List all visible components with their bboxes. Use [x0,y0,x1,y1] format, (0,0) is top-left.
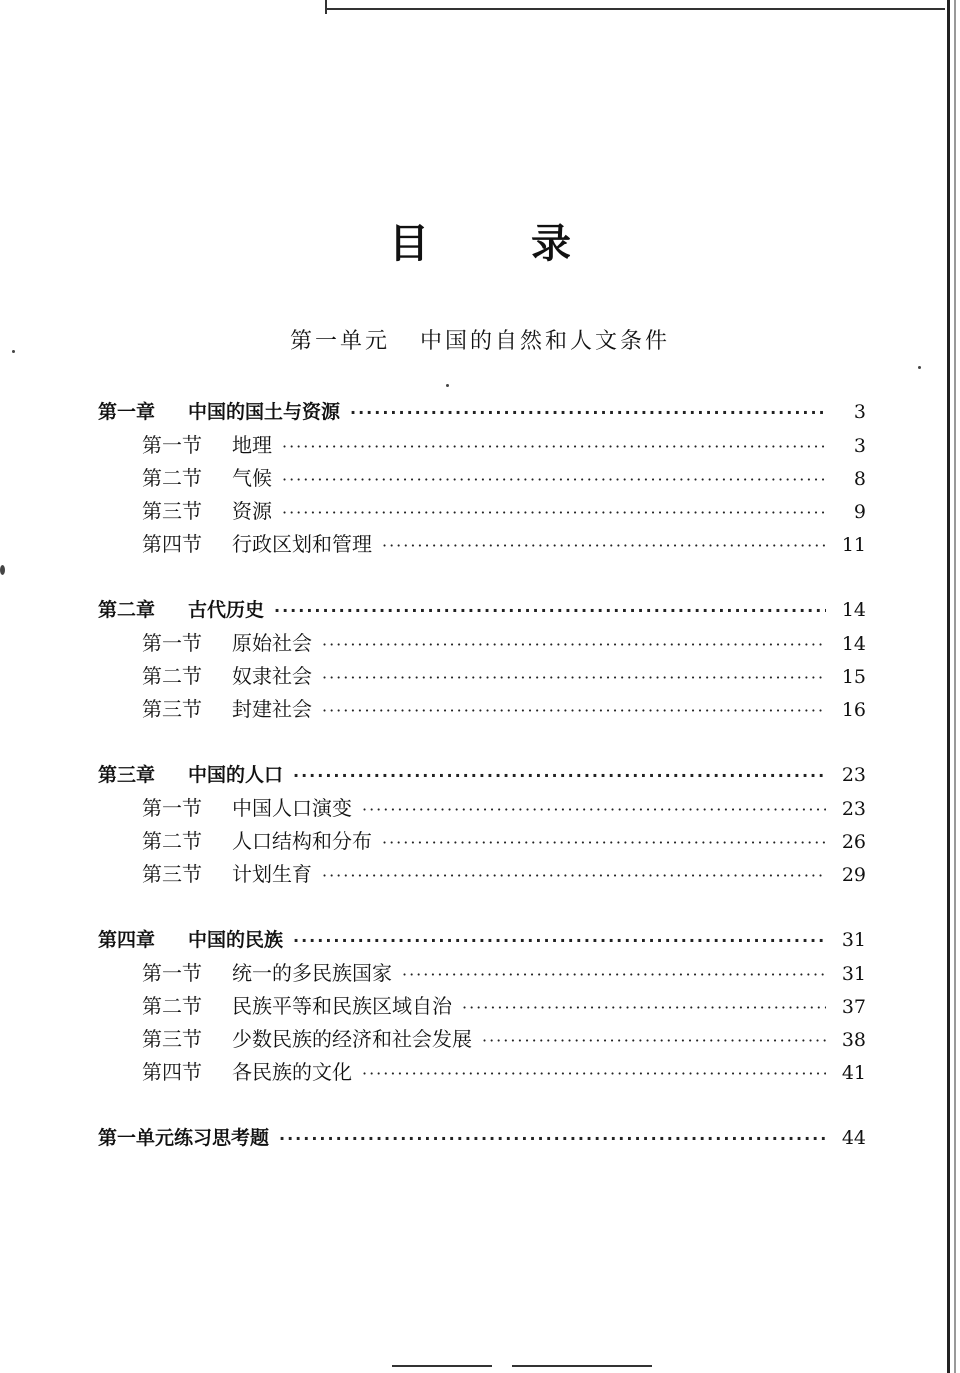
section-number: 第一节 [142,961,202,985]
chapter-number: 第一章 [98,401,156,423]
dot-leader [402,958,826,991]
section-title: 统一的多民族国家 [232,961,392,985]
toc-section-row[interactable] [98,462,866,495]
section-number: 第一节 [142,631,202,655]
toc-section-row[interactable] [98,858,866,891]
chapter-number: 第三章 [98,764,156,786]
chapter-group [98,759,866,891]
section-title: 地理 [232,433,272,457]
toc-chapter-row[interactable] [98,759,866,792]
page-number: 16 [841,699,866,721]
toc-section-row[interactable] [98,957,866,990]
page-number: 44 [841,1127,866,1149]
page-number: 3 [853,435,866,457]
toc-section-row[interactable] [98,792,866,825]
dot-leader [293,924,826,957]
page-number: 15 [841,666,866,688]
chapter-group [98,396,866,561]
unit-name: 中国的自然和人文条件 [419,329,670,354]
chapter-number: 第二章 [98,599,156,621]
dot-leader [350,396,826,429]
section-title: 奴隶社会 [232,664,312,688]
unit-label: 第一单元 [289,329,390,354]
dot-leader [322,661,826,694]
toc-section-row[interactable] [98,429,866,462]
chapter-group [98,924,866,1089]
toc-section-row[interactable] [98,693,866,726]
section-title: 计划生育 [232,862,312,886]
dot-leader [322,859,826,892]
section-number: 第一节 [142,796,202,820]
page-number: 8 [853,468,866,490]
scan-artifact [954,0,956,1373]
page-number: 38 [841,1029,866,1051]
dot-leader [322,694,826,727]
page-number: 3 [853,401,866,423]
toc-section-row[interactable] [98,1023,866,1056]
chapter-title: 中国的人口 [188,764,284,786]
section-title: 资源 [232,499,272,523]
dot-leader [282,463,826,496]
unit-title [0,324,960,355]
page-number: 37 [841,996,866,1018]
toc-chapter-row[interactable] [98,594,866,627]
toc-section-row[interactable] [98,627,866,660]
toc-section-row[interactable] [98,660,866,693]
dot-leader [282,496,826,529]
toc-chapter-row[interactable] [98,396,866,429]
dot-leader [382,826,826,859]
section-number: 第二节 [142,664,202,688]
page-number: 23 [841,764,866,786]
section-title: 封建社会 [232,697,312,721]
page-number: 29 [841,864,866,886]
scan-artifact [325,0,327,14]
dot-leader [382,529,826,562]
page-number: 14 [841,633,866,655]
page-number: 14 [841,599,866,621]
section-title: 中国人口演变 [232,796,352,820]
section-number: 第二节 [142,466,202,490]
dot-leader [322,628,826,661]
page-number: 9 [853,501,866,523]
scan-speck [0,565,5,575]
scan-artifact [325,8,945,10]
toc-section-row[interactable] [98,495,866,528]
section-title: 气候 [232,466,272,490]
scan-speck [918,366,921,369]
toc-chapter-row[interactable] [98,924,866,957]
scan-artifact [947,0,950,1373]
dot-leader [293,759,826,792]
dot-leader [362,1057,826,1090]
section-title: 民族平等和民族区域自治 [232,994,452,1018]
table-of-contents [98,396,866,1155]
section-number: 第四节 [142,1060,202,1084]
dot-leader [362,793,826,826]
page-number: 31 [841,963,866,985]
section-number: 第三节 [142,697,202,721]
exercises-title: 第一单元练习思考题 [98,1127,270,1149]
section-number: 第四节 [142,532,202,556]
page-number: 11 [841,534,866,556]
chapter-title: 中国的民族 [188,929,284,951]
toc-section-row[interactable] [98,1056,866,1089]
dot-leader [462,991,826,1024]
dot-leader [282,430,826,463]
scan-artifact [512,1365,652,1367]
page-number: 31 [841,929,866,951]
section-title: 原始社会 [232,631,312,655]
dot-leader [482,1024,826,1057]
dot-leader [279,1122,826,1155]
section-title: 少数民族的经济和社会发展 [232,1027,472,1051]
section-number: 第三节 [142,862,202,886]
chapter-number: 第四章 [98,929,156,951]
toc-exercises-row[interactable] [98,1122,866,1155]
chapter-title: 中国的国土与资源 [188,401,341,423]
page-number: 41 [841,1062,866,1084]
scan-artifact [392,1365,492,1367]
dot-leader [274,594,826,627]
section-number: 第二节 [142,829,202,853]
toc-section-row[interactable] [98,825,866,858]
toc-section-row[interactable] [98,528,866,561]
section-title: 各民族的文化 [232,1060,352,1084]
chapter-group [98,594,866,726]
section-title: 行政区划和管理 [232,532,372,556]
chapter-title: 古代历史 [188,599,265,621]
section-number: 第三节 [142,499,202,523]
toc-section-row[interactable] [98,990,866,1023]
page-number: 23 [841,798,866,820]
section-number: 第二节 [142,994,202,1018]
page-number: 26 [841,831,866,853]
section-title: 人口结构和分布 [232,829,372,853]
scan-speck [446,384,449,387]
section-number: 第一节 [142,433,202,457]
section-number: 第三节 [142,1027,202,1051]
page-title: 目 录 [389,221,615,267]
